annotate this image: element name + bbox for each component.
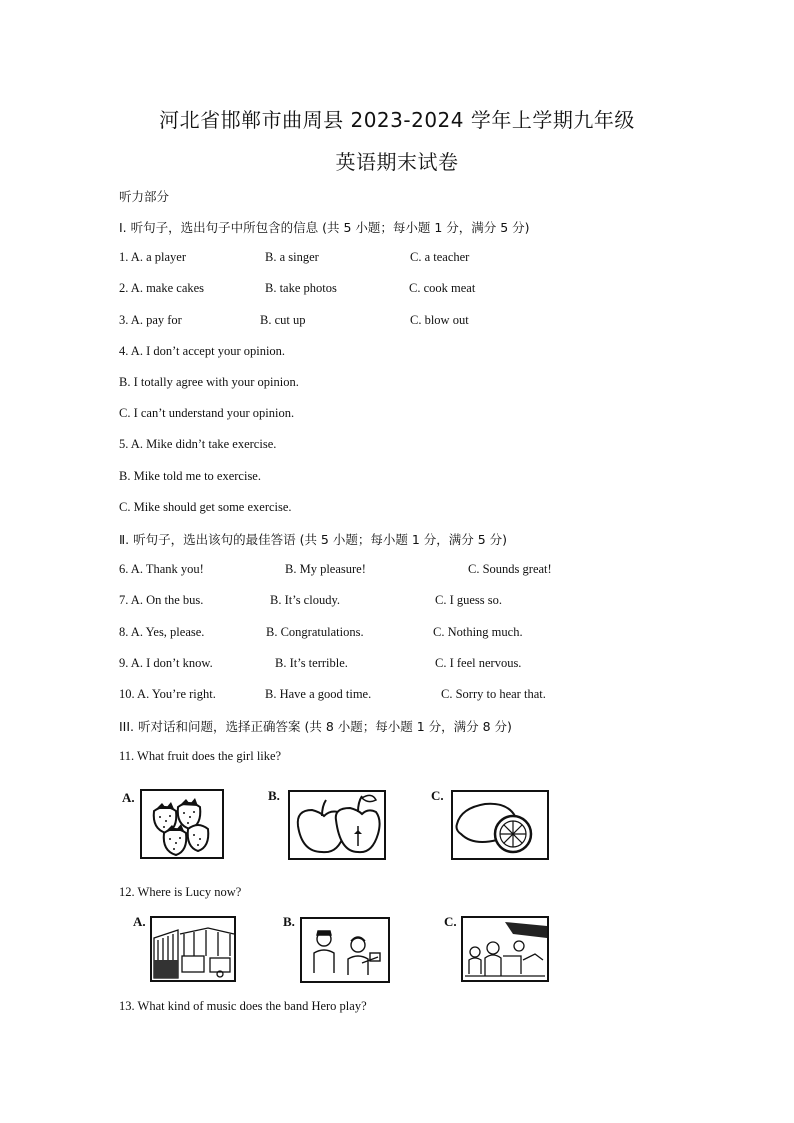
q2-option-c: C. cook meat bbox=[409, 281, 476, 295]
exam-title-line2: 英语期末试卷 bbox=[335, 150, 459, 174]
section-listening-label: 听力部分 bbox=[119, 189, 170, 204]
q12-picture-a-market bbox=[150, 916, 236, 982]
q3-option-b: B. cut up bbox=[260, 313, 306, 327]
q7-option-a: 7. A. On the bus. bbox=[119, 593, 204, 607]
q6-option-a: 6. A. Thank you! bbox=[119, 562, 204, 576]
q2-option-a: 2. A. make cakes bbox=[119, 281, 205, 295]
exam-title-line1: 河北省邯郸市曲周县 2023-2024 学年上学期九年级 bbox=[159, 108, 635, 132]
q1-option-a: 1. A. a player bbox=[119, 250, 186, 264]
q11-picture-a-strawberries bbox=[140, 789, 224, 859]
part1-heading: Ⅰ. 听句子，选出句子中所包含的信息 (共 5 小题；每小题 1 分，满分 5 分) bbox=[119, 220, 530, 235]
q8-option-b: B. Congratulations. bbox=[266, 625, 364, 639]
part3-heading: III. 听对话和问题，选择正确答案 (共 8 小题；每小题 1 分，满分 8 分) bbox=[119, 719, 512, 734]
q12-label-b: B. bbox=[283, 914, 295, 929]
q9-option-c: C. I feel nervous. bbox=[435, 656, 522, 670]
q11-label-c: C. bbox=[431, 788, 444, 803]
q5-option-b: B. Mike told me to exercise. bbox=[119, 469, 261, 483]
q5-option-a: 5. A. Mike didn’t take exercise. bbox=[119, 437, 277, 451]
q12-label-c: C. bbox=[444, 914, 457, 929]
q5-option-c: C. Mike should get some exercise. bbox=[119, 500, 292, 514]
q12-picture-c-picnic bbox=[461, 916, 549, 982]
q12-label-a: A. bbox=[133, 914, 146, 929]
q4-option-a: 4. A. I don’t accept your opinion. bbox=[119, 344, 286, 358]
q11-picture-b-apples bbox=[288, 790, 386, 860]
q10-option-c: C. Sorry to hear that. bbox=[441, 687, 546, 701]
q8-option-a: 8. A. Yes, please. bbox=[119, 625, 205, 639]
q6-option-c: C. Sounds great! bbox=[468, 562, 552, 576]
q9-option-b: B. It’s terrible. bbox=[275, 656, 348, 670]
q4-option-b: B. I totally agree with your opinion. bbox=[119, 375, 299, 389]
q2-option-b: B. take photos bbox=[265, 281, 337, 295]
q11-label-a: A. bbox=[122, 790, 135, 805]
q12-picture-b-classroom bbox=[300, 917, 390, 983]
q10-option-b: B. Have a good time. bbox=[265, 687, 372, 701]
q3-option-a: 3. A. pay for bbox=[119, 313, 182, 327]
q3-option-c: C. blow out bbox=[410, 313, 469, 327]
q10-option-a: 10. A. You’re right. bbox=[119, 687, 216, 701]
q4-option-c: C. I can’t understand your opinion. bbox=[119, 406, 295, 420]
q1-option-c: C. a teacher bbox=[410, 250, 470, 264]
q7-option-b: B. It’s cloudy. bbox=[270, 593, 341, 607]
q6-option-b: B. My pleasure! bbox=[285, 562, 366, 576]
q1-option-b: B. a singer bbox=[265, 250, 319, 264]
part2-heading: Ⅱ. 听句子，选出该句的最佳答语 (共 5 小题；每小题 1 分，满分 5 分) bbox=[119, 532, 508, 547]
q11-label-b: B. bbox=[268, 788, 280, 803]
q11-question: 11. What fruit does the girl like? bbox=[119, 749, 282, 763]
q7-option-c: C. I guess so. bbox=[435, 593, 503, 607]
q8-option-c: C. Nothing much. bbox=[433, 625, 523, 639]
q13-question: 13. What kind of music does the band Hero play? bbox=[119, 999, 367, 1013]
q12-question: 12. Where is Lucy now? bbox=[119, 885, 242, 899]
q11-picture-c-lemons bbox=[451, 790, 549, 860]
q9-option-a: 9. A. I don’t know. bbox=[119, 656, 213, 670]
